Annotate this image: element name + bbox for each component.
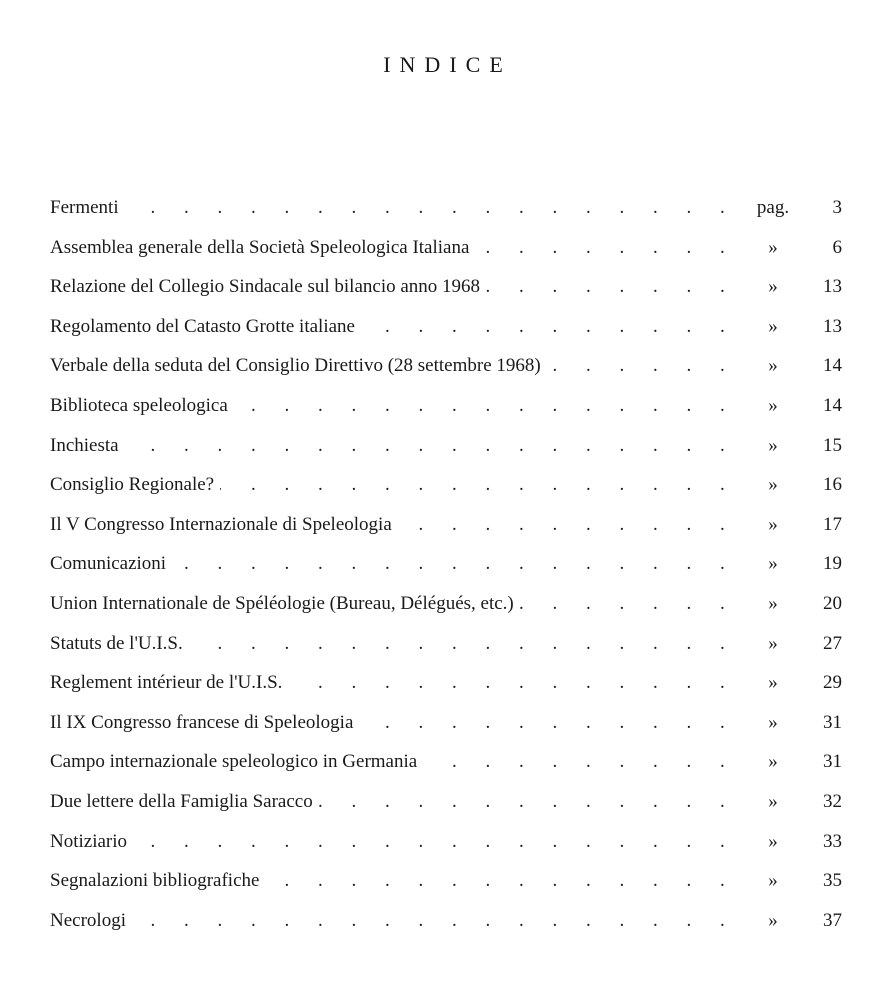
toc-page-number: 27 <box>823 632 842 654</box>
toc-entry <box>50 828 850 868</box>
toc-page-marker: » <box>768 474 778 496</box>
toc-page-number: 17 <box>823 513 842 535</box>
toc-entry-title: Il V Congresso Internazionale di Speleologia <box>50 514 398 535</box>
toc-entry-title: Fermenti <box>50 197 125 218</box>
toc-page-number: 15 <box>823 434 842 456</box>
toc-entry <box>50 273 850 313</box>
toc-page-marker: » <box>768 276 778 298</box>
toc-entry-title: Inchiesta <box>50 435 125 456</box>
toc-page-marker: » <box>768 394 778 416</box>
toc-entry-title: Relazione del Collegio Sindacale sul bilancio anno 1968 <box>50 276 486 297</box>
toc-page-marker: » <box>768 909 778 931</box>
toc-page-marker: » <box>768 830 778 852</box>
toc-entry-title: Segnalazioni bibliografiche <box>50 870 265 891</box>
toc-page-number: 31 <box>823 751 842 773</box>
toc-page-marker: » <box>768 632 778 654</box>
toc-entry <box>50 313 850 353</box>
toc-page-marker: » <box>768 355 778 377</box>
toc-page-number: 6 <box>832 236 842 258</box>
toc-page-number: 16 <box>823 474 842 496</box>
toc-entry-title: Regolamento del Catasto Grotte italiane <box>50 316 361 337</box>
toc-page-marker: » <box>768 672 778 694</box>
toc-page-marker: » <box>768 513 778 535</box>
toc-page-number: 13 <box>823 276 842 298</box>
toc-entry <box>50 392 850 432</box>
toc-entry-title: Comunicazioni <box>50 553 172 574</box>
toc-page-number: 14 <box>823 355 842 377</box>
toc-entry-title: Due lettere della Famiglia Saracco <box>50 791 319 812</box>
toc-page-number: 31 <box>823 711 842 733</box>
toc-entry-title: Biblioteca speleologica <box>50 395 234 416</box>
page-title: INDICE <box>383 52 512 77</box>
toc-entry <box>50 867 850 907</box>
toc-page-number: 13 <box>823 315 842 337</box>
toc-entry <box>50 630 850 670</box>
toc-entry-title: Campo internazionale speleologico in Germania <box>50 751 423 772</box>
toc-entry <box>50 234 850 274</box>
toc-entry <box>50 788 850 828</box>
toc-entry-title: Assemblea generale della Società Speleologica Italiana <box>50 237 475 258</box>
toc-page-marker: » <box>768 236 778 258</box>
toc-entry <box>50 748 850 788</box>
toc-page-number: 37 <box>823 909 842 931</box>
toc-page-number: 14 <box>823 394 842 416</box>
toc-page-marker: » <box>768 790 778 812</box>
toc-page-marker: » <box>768 870 778 892</box>
toc-page-number: 3 <box>832 197 842 218</box>
toc-page-marker: » <box>768 711 778 733</box>
table-of-contents <box>50 194 850 946</box>
toc-page-marker: » <box>768 553 778 575</box>
toc-entry <box>50 550 850 590</box>
toc-entry <box>50 511 850 551</box>
toc-page-marker: » <box>768 315 778 337</box>
toc-entry <box>50 709 850 749</box>
toc-entry <box>50 590 850 630</box>
toc-entry-title: Il IX Congresso francese di Speleologia <box>50 712 359 733</box>
toc-entry-title: Verbale della seduta del Consiglio Direttivo (28 settembre 1968) <box>50 355 547 376</box>
toc-entry-title: Notiziario <box>50 831 133 852</box>
toc-page-number: 29 <box>823 672 842 694</box>
toc-page-marker: » <box>768 434 778 456</box>
toc-page-marker: » <box>768 751 778 773</box>
toc-page-number: 33 <box>823 830 842 852</box>
toc-entry <box>50 669 850 709</box>
toc-page-number: 19 <box>823 553 842 575</box>
toc-entry <box>50 471 850 511</box>
toc-entry <box>50 907 850 947</box>
toc-page-number: 20 <box>823 592 842 614</box>
toc-entry-title: Union Internationale de Spéléologie (Bureau, Délégués, etc.) <box>50 593 520 614</box>
toc-entry-title: Consiglio Regionale? <box>50 474 220 495</box>
toc-entry <box>50 194 850 234</box>
toc-entry <box>50 432 850 472</box>
toc-page-number: 32 <box>823 790 842 812</box>
toc-entry-title: Reglement intérieur de l'U.I.S. <box>50 672 288 693</box>
toc-entry-title: Statuts de l'U.I.S. <box>50 633 189 654</box>
toc-entry <box>50 352 850 392</box>
toc-page-marker: » <box>768 592 778 614</box>
toc-entry-title: Necrologi <box>50 910 132 931</box>
toc-page-marker: pag. <box>756 197 790 218</box>
toc-page-number: 35 <box>823 870 842 892</box>
